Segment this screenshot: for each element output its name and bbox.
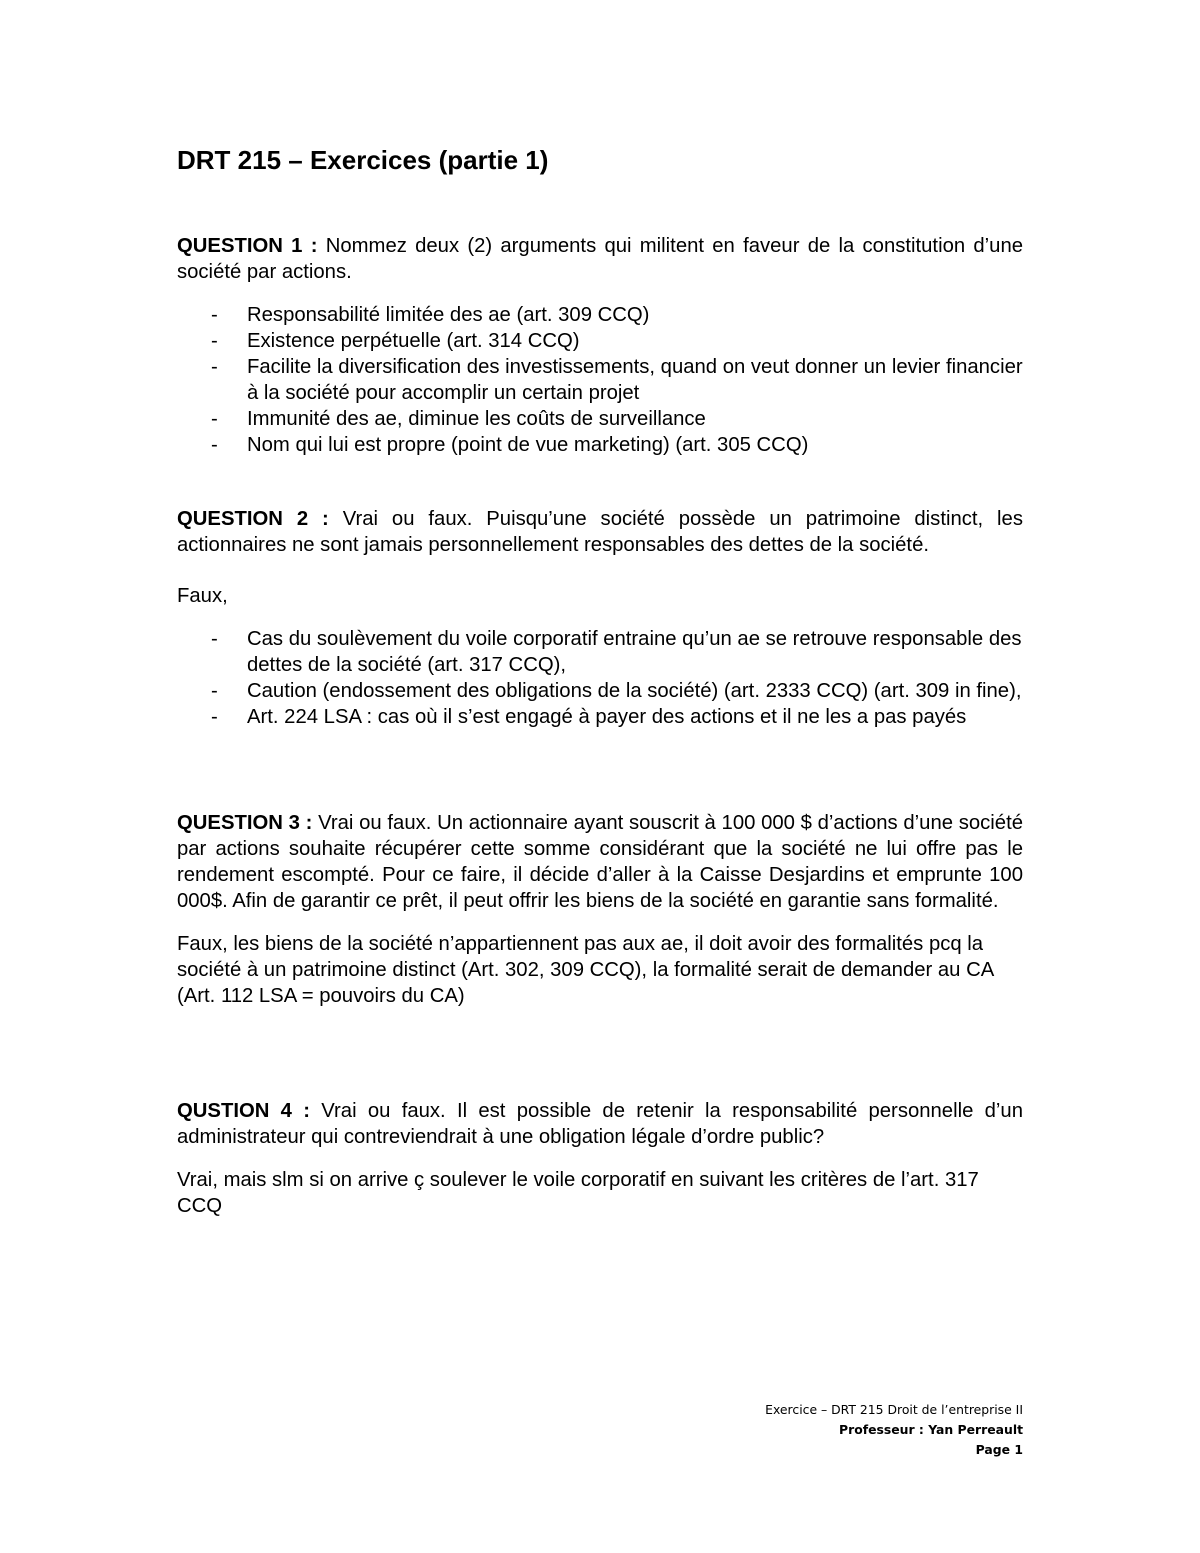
question-4-answer: Vrai, mais slm si on arrive ç soulever le voile corporatif en suivant les critères de l’art. 317 CCQ [177,1169,979,1217]
question-3-text [177,810,1023,914]
list-item-text: Nom qui lui est propre (point de vue marketing) (art. 305 CCQ) [247,434,809,456]
question-1-prompt: Nommez deux (2) arguments qui militent en faveur de la constitution d’une société par actions. [177,235,1024,283]
question-3 [177,810,1023,1009]
question-3-prompt: Vrai ou faux. Un actionnaire ayant souscrit à 100 000 $ d’actions d’une société par actions souhaite récupérer cette somme considérant que la société ne lui offre pas le rendement escompté. Pour ce faire, il décide d’aller à la Caisse Desjardins et emprunte 100 000$. Afin de garantir ce prêt, il peut offrir les biens de la société en garantie sans formalité. [177,812,1023,912]
question-4-text [177,1098,1023,1150]
bullet-dash: - [211,680,218,702]
question-2-answer-list [177,626,1023,730]
list-item-text: Immunité des ae, diminue les coûts de surveillance [247,408,706,430]
bullet-dash: - [211,706,218,728]
bullet-dash: - [211,434,218,456]
question-2 [177,506,1023,730]
question-2-text [177,506,1023,558]
bullet-dash: - [211,330,218,352]
list-item [177,406,1023,432]
bullet-dash: - [211,304,218,326]
list-item [177,302,1023,328]
bullet-dash: - [211,628,218,650]
footer-course: Exercice – DRT 215 Droit de l’entreprise II [765,1402,1023,1417]
list-item-text: Caution (endossement des obligations de la société) (art. 2333 CCQ) (art. 309 in fine), [247,680,1022,702]
question-1-answer-list [177,302,1023,458]
question-2-label: QUESTION 2 : [177,508,329,530]
question-2-prompt: Vrai ou faux. Puisqu’une société possède un patrimoine distinct, les actionnaires ne sont jamais personnellement responsables des dettes de la société. [177,508,1023,556]
question-4-prompt: Vrai ou faux. Il est possible de retenir la responsabilité personnelle d’un administrateur qui contreviendrait à une obligation légale d’ordre public? [177,1100,1023,1148]
list-item [177,678,1023,704]
list-item-text: Cas du soulèvement du voile corporatif entraine qu’un ae se retrouve responsable des dettes de la société (art. 317 CCQ), [247,628,1022,676]
question-4 [177,1098,1023,1219]
list-item [177,704,1023,730]
question-4-label: QUSTION 4 : [177,1100,310,1122]
question-1-label: QUESTION 1 : [177,235,318,257]
footer-page-number: Page 1 [975,1442,1023,1457]
list-item [177,328,1023,354]
bullet-dash: - [211,356,218,378]
page-footer [765,1400,1023,1460]
question-1-text [177,233,1023,285]
list-item-text: Responsabilité limitée des ae (art. 309 CCQ) [247,304,650,326]
question-3-answer: Faux, les biens de la société n’appartiennent pas aux ae, il doit avoir des formalités pcq la société à un patrimoine distinct (Art. 302, 309 CCQ), la formalité serait de demander au CA (Art. 112 LSA = pouvoirs du CA) [177,933,994,1007]
bullet-dash: - [211,408,218,430]
document-title: DRT 215 – Exercices (partie 1) [177,145,549,175]
question-2-answer: Faux, [177,585,228,607]
list-item [177,626,1023,678]
question-1 [177,233,1023,458]
list-item-text: Art. 224 LSA : cas où il s’est engagé à payer des actions et il ne les a pas payés [247,706,967,728]
list-item [177,432,1023,458]
list-item [177,354,1023,406]
list-item-text: Existence perpétuelle (art. 314 CCQ) [247,330,580,352]
list-item-text: Facilite la diversification des investissements, quand on veut donner un levier financier à la société pour accomplir un certain projet [247,356,1023,404]
question-3-label: QUESTION 3 : [177,812,313,834]
document-page [177,0,1023,1553]
footer-professor: Professeur : Yan Perreault [839,1422,1023,1437]
